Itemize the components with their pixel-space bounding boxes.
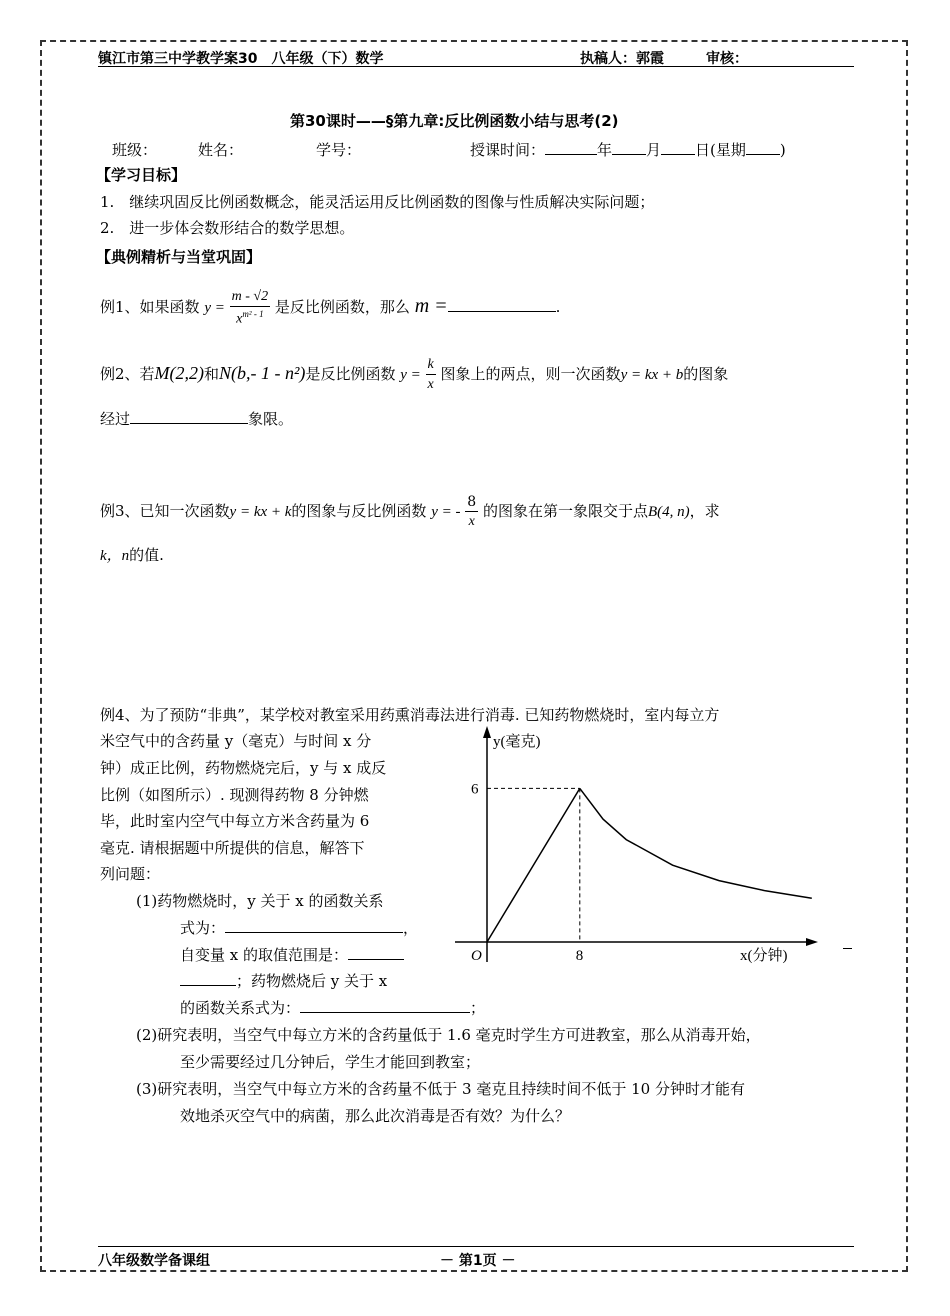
ex2-point-m: M(2,2): [154, 363, 205, 383]
ex4-para-line: 列问题：: [100, 865, 161, 883]
day-label: 日(星期: [695, 141, 746, 159]
ex3-fraction: $\frac{8}{x}$: [467, 494, 477, 529]
footer-group: 八年级数学备课组: [98, 1253, 210, 1269]
header-review: 审核：: [706, 51, 748, 67]
goal-item: 1. 继续巩固反比例函数概念，能灵活运用反比例函数的图像与性质解决实际问题；: [100, 193, 655, 211]
header-school: 镇江市第三中学教学案30 八年级（下）数学: [98, 51, 384, 67]
ex4-para-line: 毫克. 请根据题中所提供的信息，解答下: [100, 839, 365, 857]
series-curve-inverse: [580, 788, 812, 898]
example-2-line2: 经过 象限。: [100, 410, 294, 428]
ex4-para-line: 米空气中的含药量 y（毫克）与时间 x 分: [100, 732, 372, 750]
month-label: 月: [646, 141, 662, 159]
ex1-numerator: m - √2: [230, 290, 270, 307]
ex4-q3-line2: 效地杀灭空气中的病菌，那么此次消毒是否有效？为什么？: [180, 1107, 571, 1125]
year-label: 年: [597, 141, 613, 159]
ex1-text-2: 是反比例函数，那么: [274, 298, 410, 316]
ex1-blank[interactable]: [448, 296, 556, 312]
time-label: 授课时间：: [470, 141, 546, 159]
example-2: 例2、若M(2,2)和N(b,- 1 - n²)是反比例函数 y = $\frac{k}{x}$ 图象上的两点，则一次函数y = kx + b的图象: [100, 357, 729, 392]
page-number: － 第1页 －: [440, 1253, 516, 1269]
example-4-line1: 例4、为了预防“非典”，某学校对教室采用药熏消毒法进行消毒. 已知药物燃烧时，室内每立方: [100, 706, 720, 724]
q1-blank-1[interactable]: [225, 917, 403, 933]
goals-heading: 【学习目标】: [96, 166, 187, 184]
ex1-text: 例1、如果函数: [100, 298, 200, 316]
ex4-para-line: 比例（如图所示）. 现测得药物 8 分钟燃: [100, 786, 369, 804]
close-paren: ): [779, 141, 786, 159]
example-3-line2: k，n的值.: [100, 546, 164, 564]
q1-blank-2b[interactable]: [180, 970, 236, 986]
header-rule: [98, 66, 854, 67]
ex4-q1-line1: (1)药物燃烧时，y 关于 x 的函数关系: [136, 892, 384, 910]
ex4-q1-line3: 自变量 x 的取值范围是：: [180, 944, 404, 965]
x-axis-arrow: [806, 938, 818, 946]
x-tick-label: 8: [575, 948, 584, 964]
ex1-y: y =: [204, 300, 225, 316]
number-label: 学号：: [316, 141, 362, 159]
class-label: 班级：: [112, 141, 158, 159]
ex4-q1-line5: 的函数关系式为： ；: [180, 999, 486, 1017]
q1-blank-3[interactable]: [300, 997, 470, 1013]
footer-rule: [98, 1246, 854, 1247]
lesson-time: [470, 139, 786, 160]
goal-item: 2. 进一步体会数形结合的数学思想。: [100, 219, 355, 237]
x-axis-label: x(分钟): [740, 948, 788, 964]
origin-label: O: [471, 948, 482, 964]
y-axis-label: y(毫克): [493, 734, 541, 750]
ex1-fraction: [230, 290, 270, 327]
q1-blank-2[interactable]: [348, 944, 404, 960]
ex2-fraction: $\frac{k}{x}$: [427, 357, 434, 392]
ex4-q2-line2: 至少需要经过几分钟后，学生才能回到教室；: [180, 1053, 481, 1071]
ex1-m: m =: [414, 295, 448, 317]
header-author: 执稿人：郭霞: [580, 51, 664, 67]
ex2-linear: y = kx + b: [620, 367, 684, 383]
example-1: 例1、如果函数 y = $\frac{m - √2}{x^{m^2 - 1}}$ 是反比例函数，那么 m = .: [100, 288, 561, 327]
ex4-q3-line1: (3)研究表明，当空气中每立方米的含药量不低于 3 毫克且持续时间不低于 10 分钟时才能有: [136, 1080, 745, 1098]
ex3-point-b: B(4, n): [648, 504, 690, 520]
stray-mark: [843, 948, 852, 949]
example-3: 例3、已知一次函数y = kx + k的图象与反比例函数 y = - $\frac{8}{x}$ 的图象在第一象限交于点B(4, n)，求: [100, 494, 720, 529]
dosage-graph: [440, 722, 860, 970]
examples-heading: 【典例精析与当堂巩固】: [96, 248, 262, 266]
ex1-denominator: $x^{m^2 - 1}$: [236, 308, 264, 327]
ex3-linear: y = kx + k: [229, 504, 292, 520]
page-title: 第30课时——§第九章:反比例函数小结与思考(2): [290, 112, 619, 130]
ex4-para-line: 毕，此时室内空气中每立方米含药量为 6: [100, 812, 370, 830]
y-axis-arrow: [483, 726, 491, 738]
ex2-blank[interactable]: [130, 408, 248, 424]
series-line-proportional: [487, 788, 580, 942]
y-tick-label: 6: [471, 781, 479, 798]
ex4-q1-line4: ；药物燃烧后 y 关于 x: [180, 970, 387, 991]
ex4-q1-line2: 式为： ，: [180, 919, 419, 937]
ex4-para-line: 钟）成正比例，药物燃烧完后，y 与 x 成反: [100, 759, 387, 777]
ex4-q2-line1: (2)研究表明，当空气中每立方米的含药量低于 1.6 毫克时学生方可进教室，那么从消毒开始，: [136, 1026, 761, 1044]
name-label: 姓名：: [198, 141, 244, 159]
ex2-point-n: N(b,- 1 - n²): [219, 363, 306, 383]
